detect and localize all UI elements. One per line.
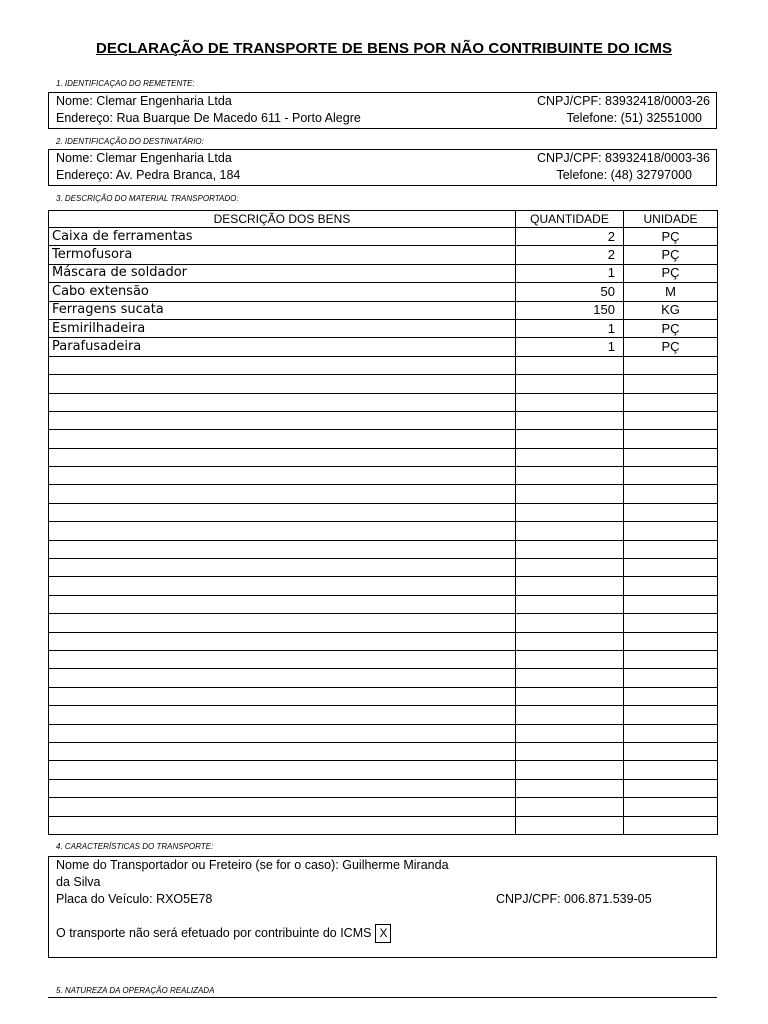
section-transport-label: 4. CARACTERÍSTICAS DO TRANSPORTE: bbox=[56, 842, 214, 851]
table-row bbox=[49, 430, 718, 448]
item-unit bbox=[624, 485, 718, 503]
recipient-box bbox=[48, 149, 717, 186]
item-quantity bbox=[516, 816, 624, 834]
item-unit bbox=[624, 411, 718, 429]
item-description bbox=[49, 595, 516, 613]
statement-text: O transporte não será efetuado por contribuinte do ICMS bbox=[56, 925, 372, 940]
table-row bbox=[49, 669, 718, 687]
table-row bbox=[49, 356, 718, 374]
item-description bbox=[49, 375, 516, 393]
sender-name: Nome: Clemar Engenharia Ltda bbox=[56, 94, 232, 108]
item-quantity bbox=[516, 632, 624, 650]
item-unit bbox=[624, 540, 718, 558]
document-title: DECLARAÇÃO DE TRANSPORTE DE BENS POR NÃO CONTRIBUINTE DO ICMS bbox=[95, 40, 673, 57]
item-quantity: 150 bbox=[516, 301, 624, 319]
recipient-phone: Telefone: (48) 32797000 bbox=[556, 168, 692, 182]
table-row bbox=[49, 761, 718, 779]
table-row bbox=[49, 485, 718, 503]
table-row bbox=[49, 577, 718, 595]
table-row bbox=[49, 724, 718, 742]
item-quantity bbox=[516, 448, 624, 466]
item-quantity bbox=[516, 577, 624, 595]
item-description bbox=[49, 742, 516, 760]
item-quantity bbox=[516, 669, 624, 687]
item-quantity bbox=[516, 798, 624, 816]
item-description bbox=[49, 706, 516, 724]
item-quantity: 50 bbox=[516, 283, 624, 301]
item-quantity: 1 bbox=[516, 338, 624, 356]
item-description bbox=[49, 485, 516, 503]
item-description bbox=[49, 761, 516, 779]
item-quantity bbox=[516, 485, 624, 503]
section-operation-label: 5. NATUREZA DA OPERAÇÃO REALIZADA bbox=[56, 986, 215, 995]
section-sender-label: 1. IDENTIFICAÇAO DO REMETENTE: bbox=[56, 79, 195, 88]
item-quantity bbox=[516, 742, 624, 760]
item-unit bbox=[624, 706, 718, 724]
table-row bbox=[49, 411, 718, 429]
table-row bbox=[49, 798, 718, 816]
item-description bbox=[49, 614, 516, 632]
item-unit bbox=[624, 577, 718, 595]
item-quantity: 2 bbox=[516, 246, 624, 264]
item-description bbox=[49, 411, 516, 429]
item-description bbox=[49, 522, 516, 540]
item-quantity bbox=[516, 411, 624, 429]
item-unit bbox=[624, 448, 718, 466]
non-contributor-checkbox[interactable]: X bbox=[375, 924, 391, 943]
item-quantity bbox=[516, 430, 624, 448]
item-description: Cabo extensão bbox=[49, 283, 516, 301]
material-table bbox=[48, 210, 718, 835]
item-unit bbox=[624, 595, 718, 613]
item-description: Caixa de ferramentas bbox=[49, 228, 516, 246]
item-description bbox=[49, 650, 516, 668]
item-description bbox=[49, 798, 516, 816]
item-unit: PÇ bbox=[624, 246, 718, 264]
table-header-row bbox=[49, 211, 718, 228]
table-body bbox=[49, 228, 718, 835]
item-quantity bbox=[516, 779, 624, 797]
item-unit bbox=[624, 356, 718, 374]
carrier-name-line1: Nome do Transportador ou Freteiro (se for o caso): Guilherme Miranda bbox=[56, 858, 449, 872]
transport-box bbox=[48, 856, 717, 958]
item-unit bbox=[624, 742, 718, 760]
table-row bbox=[49, 283, 718, 301]
item-description bbox=[49, 577, 516, 595]
item-quantity: 1 bbox=[516, 319, 624, 337]
item-description bbox=[49, 393, 516, 411]
item-description: Máscara de soldador bbox=[49, 264, 516, 282]
non-contributor-statement bbox=[56, 924, 391, 943]
item-quantity bbox=[516, 687, 624, 705]
item-unit bbox=[624, 393, 718, 411]
item-unit bbox=[624, 430, 718, 448]
item-quantity: 1 bbox=[516, 264, 624, 282]
item-quantity bbox=[516, 540, 624, 558]
item-description bbox=[49, 540, 516, 558]
vehicle-plate: Placa do Veículo: RXO5E78 bbox=[56, 892, 213, 906]
item-unit bbox=[624, 798, 718, 816]
item-unit bbox=[624, 503, 718, 521]
sender-phone: Telefone: (51) 32551000 bbox=[566, 111, 702, 125]
item-quantity bbox=[516, 761, 624, 779]
item-description bbox=[49, 356, 516, 374]
item-description bbox=[49, 779, 516, 797]
item-unit bbox=[624, 632, 718, 650]
section-material-label: 3. DESCRIÇÃO DO MATERIAL TRANSPORTADO: bbox=[56, 194, 239, 203]
item-description bbox=[49, 632, 516, 650]
item-quantity bbox=[516, 393, 624, 411]
item-quantity bbox=[516, 706, 624, 724]
item-unit bbox=[624, 559, 718, 577]
table-row bbox=[49, 522, 718, 540]
item-unit bbox=[624, 779, 718, 797]
item-description bbox=[49, 430, 516, 448]
table-row bbox=[49, 448, 718, 466]
item-unit bbox=[624, 375, 718, 393]
table-row bbox=[49, 687, 718, 705]
sender-cnpj: CNPJ/CPF: 83932418/0003-26 bbox=[536, 94, 710, 108]
carrier-name-line2: da Silva bbox=[56, 875, 101, 889]
table-row bbox=[49, 540, 718, 558]
item-quantity bbox=[516, 595, 624, 613]
item-quantity bbox=[516, 467, 624, 485]
item-unit bbox=[624, 522, 718, 540]
table-row bbox=[49, 301, 718, 319]
item-description bbox=[49, 467, 516, 485]
item-description: Parafusadeira bbox=[49, 338, 516, 356]
item-unit bbox=[624, 816, 718, 834]
item-unit: PÇ bbox=[624, 319, 718, 337]
recipient-address: Endereço: Av. Pedra Branca, 184 bbox=[56, 168, 241, 182]
item-description: Ferragens sucata bbox=[49, 301, 516, 319]
item-description: Esmirilhadeira bbox=[49, 319, 516, 337]
table-row bbox=[49, 228, 718, 246]
item-quantity bbox=[516, 375, 624, 393]
item-unit: M bbox=[624, 283, 718, 301]
table-row bbox=[49, 650, 718, 668]
item-description bbox=[49, 559, 516, 577]
item-unit bbox=[624, 761, 718, 779]
item-unit: PÇ bbox=[624, 338, 718, 356]
table-row bbox=[49, 503, 718, 521]
item-quantity bbox=[516, 503, 624, 521]
item-unit bbox=[624, 650, 718, 668]
table-row bbox=[49, 559, 718, 577]
table-row bbox=[49, 742, 718, 760]
table-row bbox=[49, 375, 718, 393]
sender-box bbox=[48, 92, 717, 129]
item-description bbox=[49, 503, 516, 521]
item-unit bbox=[624, 467, 718, 485]
item-description bbox=[49, 448, 516, 466]
recipient-name: Nome: Clemar Engenharia Ltda bbox=[56, 151, 232, 165]
item-unit bbox=[624, 669, 718, 687]
item-quantity bbox=[516, 650, 624, 668]
item-description bbox=[49, 687, 516, 705]
item-description: Termofusora bbox=[49, 246, 516, 264]
header-unit: UNIDADE bbox=[624, 211, 718, 228]
item-description bbox=[49, 669, 516, 687]
section-recipient-label: 2. IDENTIFICAÇÃO DO DESTINATÁRIO: bbox=[56, 137, 204, 146]
table-row bbox=[49, 595, 718, 613]
table-row bbox=[49, 632, 718, 650]
table-row bbox=[49, 779, 718, 797]
table-row bbox=[49, 246, 718, 264]
table-row bbox=[49, 467, 718, 485]
item-unit bbox=[624, 724, 718, 742]
item-quantity bbox=[516, 559, 624, 577]
item-unit bbox=[624, 614, 718, 632]
carrier-cnpj: CNPJ/CPF: 006.871.539-05 bbox=[496, 892, 652, 906]
item-description bbox=[49, 724, 516, 742]
table-row bbox=[49, 393, 718, 411]
item-quantity bbox=[516, 614, 624, 632]
item-description bbox=[49, 816, 516, 834]
table-row bbox=[49, 264, 718, 282]
recipient-cnpj: CNPJ/CPF: 83932418/0003-36 bbox=[536, 151, 710, 165]
item-quantity bbox=[516, 724, 624, 742]
operation-line bbox=[48, 997, 717, 998]
sender-address: Endereço: Rua Buarque De Macedo 611 - Porto Alegre bbox=[56, 111, 361, 125]
table-row bbox=[49, 338, 718, 356]
item-unit: KG bbox=[624, 301, 718, 319]
item-quantity bbox=[516, 522, 624, 540]
table-row bbox=[49, 319, 718, 337]
header-description: DESCRIÇÃO DOS BENS bbox=[49, 211, 516, 228]
table-row bbox=[49, 816, 718, 834]
header-quantity: QUANTIDADE bbox=[516, 211, 624, 228]
table-row bbox=[49, 706, 718, 724]
item-quantity bbox=[516, 356, 624, 374]
item-quantity: 2 bbox=[516, 228, 624, 246]
item-unit: PÇ bbox=[624, 228, 718, 246]
table-row bbox=[49, 614, 718, 632]
item-unit: PÇ bbox=[624, 264, 718, 282]
item-unit bbox=[624, 687, 718, 705]
